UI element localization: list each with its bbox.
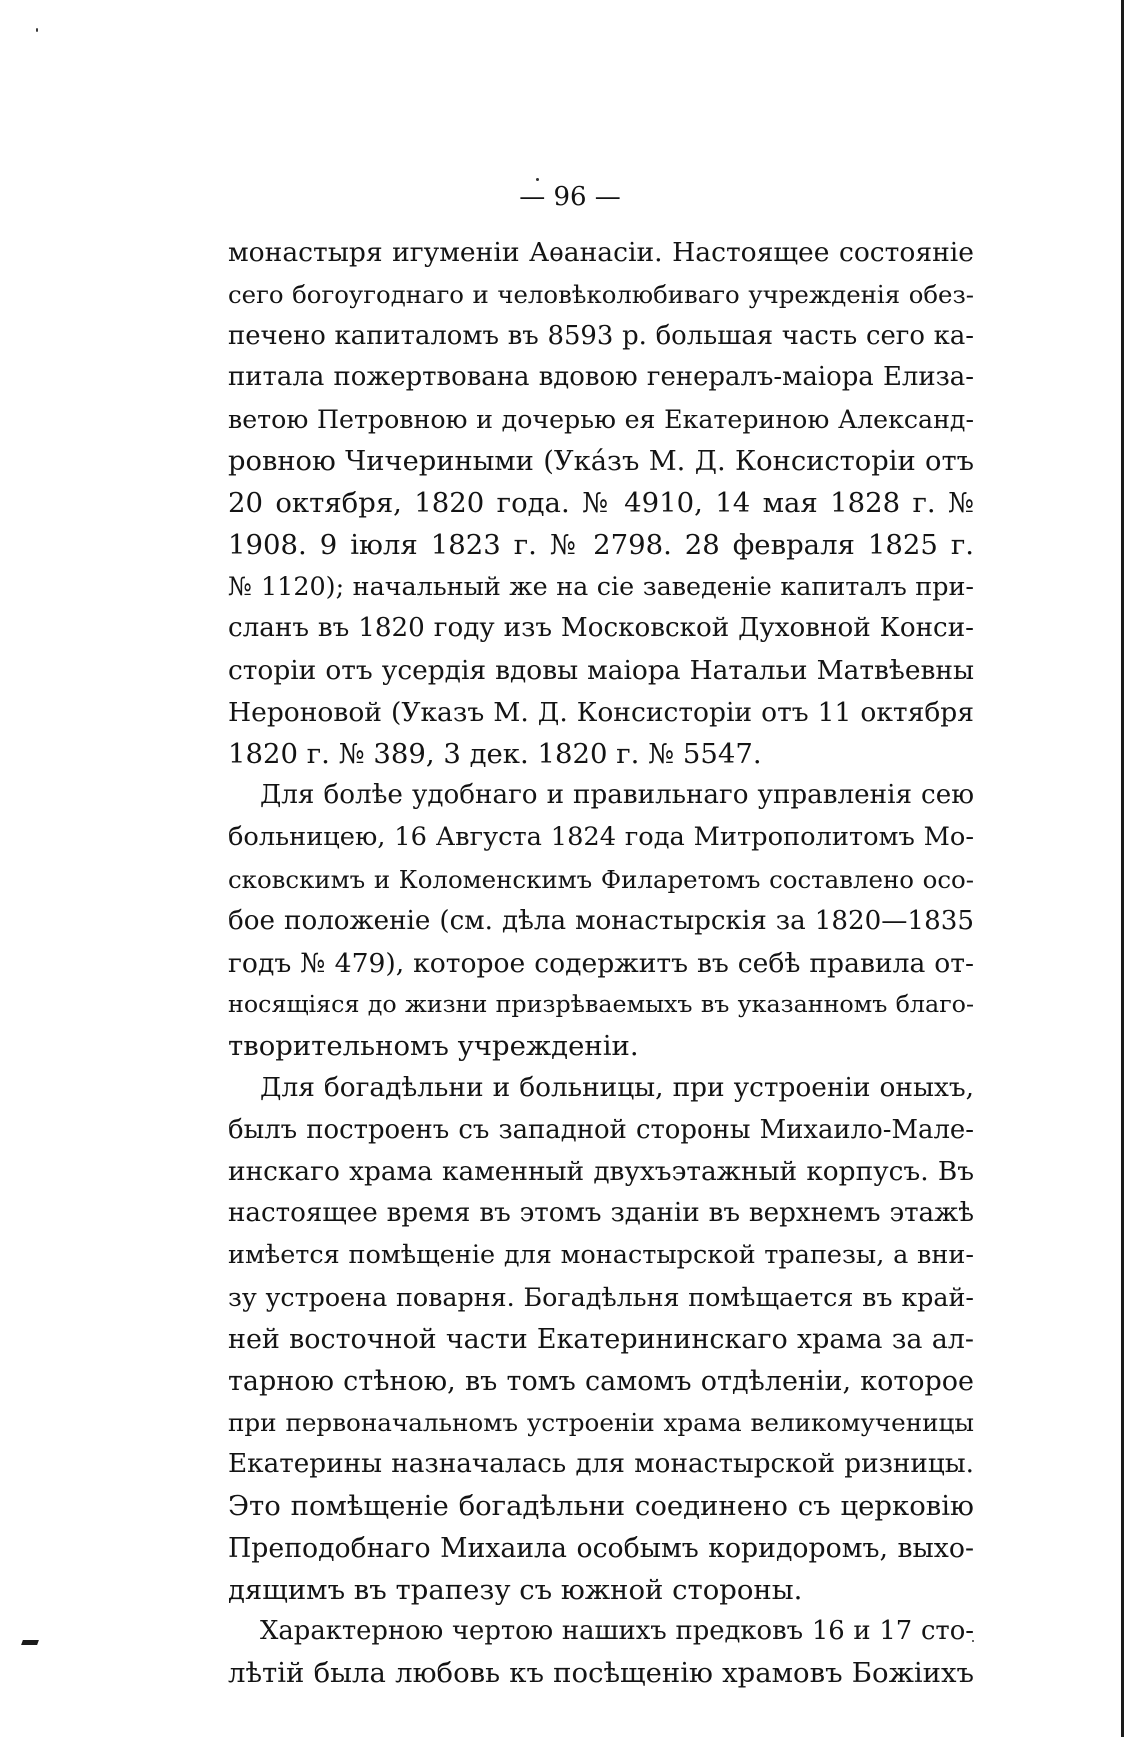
text-line: 20 октября, 1820 года. № 4910, 14 мая 1828 г. № (228, 486, 974, 519)
text-line: бое положеніе (см. дѣла монастырскія за 1820—1835 (228, 905, 974, 936)
text-line: Это помѣщеніе богадѣльни соединено съ церковію (228, 1489, 974, 1522)
text-line: носящіяся до жизни призрѣваемыхъ въ указанномъ благо- (228, 990, 974, 1019)
text-line: Характерною чертою нашихъ предковъ 16 и 17 сто- (260, 1616, 974, 1647)
text-line: 1820 г. № 389, 3 дек. 1820 г. № 5547. (228, 737, 762, 770)
text-line: дящимъ въ трапезу съ южной стороны. (228, 1573, 803, 1606)
text-line: Преподобнаго Михаила особымъ коридоромъ, выхо- (228, 1532, 974, 1564)
text-line: больницею, 16 Августа 1824 года Митрополитомъ Мо- (228, 822, 974, 853)
body-text (228, 232, 974, 1695)
speck (36, 28, 38, 32)
text-line: сланъ въ 1820 году изъ Московской Духовной Конси- (228, 613, 974, 644)
paragraph (228, 1611, 974, 1695)
text-line: 1908. 9 іюля 1823 г. № 2798. 28 февраля 1825 г. (228, 528, 974, 561)
text-line: при первоначальномъ устроеніи храма великомученицы (228, 1408, 974, 1438)
text-line: сего богоугоднаго и человѣколюбиваго учрежденія обез- (228, 279, 974, 309)
text-line: монастыря игуменіи Аѳанасіи. Настоящее состояніе (228, 237, 974, 268)
text-line: № 1120); начальный же на сіе заведеніе капиталъ при- (228, 571, 974, 602)
text-line: Для богадѣльни и больницы, при устроеніи оныхъ, (260, 1072, 974, 1103)
text-line: питала пожертвована вдовою генералъ-маіора Елиза- (228, 362, 974, 393)
paragraph (228, 1068, 974, 1611)
text-line: Для болѣе удобнаго и правильнаго управленія сею (260, 780, 974, 811)
scan-mark (21, 1640, 39, 1645)
text-line: имѣется помѣщеніе для монастырской трапезы, а вни- (228, 1240, 974, 1271)
text-line: печено капиталомъ въ 8593 р. большая часть сего ка- (228, 320, 974, 351)
text-line: Екатерины назначалась для монастырской ризницы. (228, 1449, 974, 1480)
text-line: сторіи отъ усердія вдовы маіора Натальи Матвѣевны (228, 654, 974, 686)
text-line: сковскимъ и Коломенскимъ Филаретомъ составлено осо- (228, 864, 974, 894)
text-line: былъ построенъ съ западной стороны Михаило-Мале- (228, 1114, 974, 1145)
text-line: ветою Петровною и дочерью ея Екатериною Александ- (228, 405, 974, 435)
page-edge-line (1121, 0, 1124, 1737)
text-line: тарною стѣною, въ томъ самомъ отдѣленіи, которое (228, 1365, 974, 1397)
text-line: настоящее время въ этомъ зданіи въ верхнемъ этажѣ (228, 1198, 974, 1229)
text-line: Нероновой (Указъ М. Д. Консисторіи отъ 11 октября (228, 696, 974, 728)
paragraph (228, 232, 974, 775)
text-line: ровною Чичериными (Укáзъ М. Д. Консисторіи отъ (228, 445, 974, 477)
text-line: лѣтій была любовь къ посѣщенію храмовъ Божіихъ (228, 1657, 974, 1690)
page-number: — 96 — (519, 182, 621, 212)
text-line: инскаго храма каменный двухъэтажный корпусъ. Въ (228, 1156, 974, 1187)
text-line: зу устроена поварня. Богадѣльня помѣщается въ край- (228, 1281, 974, 1312)
text-line: ней восточной части Екатерининскаго храма за ал- (228, 1323, 974, 1355)
text-line: творительномъ учрежденіи. (228, 1030, 639, 1063)
text-line: годъ № 479), которое содержитъ въ себѣ правила от- (228, 947, 974, 979)
paragraph (228, 775, 974, 1068)
